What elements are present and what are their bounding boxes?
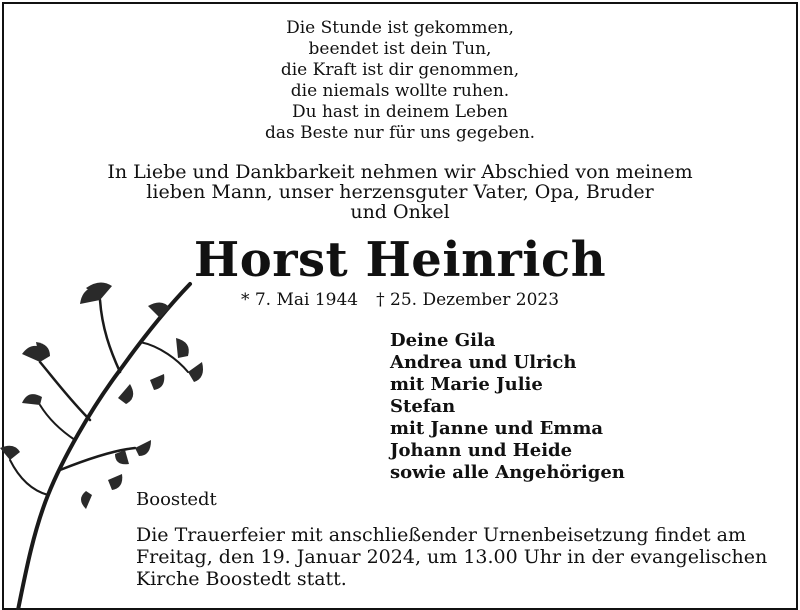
family-member: mit Janne und Emma — [390, 418, 604, 439]
notice-line: Die Trauerfeier mit anschließender Urnenbeisetzung findet am — [136, 524, 746, 546]
poem-line: Die Stunde ist gekommen, — [286, 18, 514, 38]
poem-line: die niemals wollte ruhen. — [290, 81, 510, 101]
funeral-notice — [136, 524, 767, 590]
poem-line: Du hast in deinem Leben — [292, 102, 508, 122]
deceased-name: Horst Heinrich — [193, 232, 607, 288]
notice-line: Kirche Boostedt statt. — [136, 568, 347, 590]
family-member: Johann und Heide — [390, 440, 573, 461]
intro-line: lieben Mann, unser herzensguter Vater, Opa, Bruder — [146, 181, 654, 203]
intro-line: und Onkel — [350, 201, 450, 223]
poem — [0, 18, 800, 144]
intro-text — [0, 162, 800, 222]
family-member: Stefan — [390, 396, 456, 417]
notice-line: Freitag, den 19. Januar 2024, um 13.00 Uhr in der evangelischen — [136, 546, 768, 568]
family-list — [390, 330, 625, 484]
place-name: Boostedt — [136, 489, 217, 510]
ginkgo-branch-icon — [0, 280, 210, 610]
birth-date: * 7. Mai 1944 — [240, 290, 359, 310]
poem-line: beendet ist dein Tun, — [308, 39, 492, 59]
intro-line: In Liebe und Dankbarkeit nehmen wir Abschied von meinem — [107, 161, 693, 183]
family-member: Andrea und Ulrich — [390, 352, 577, 373]
death-date: † 25. Dezember 2023 — [376, 290, 560, 310]
poem-line: die Kraft ist dir genommen, — [280, 60, 520, 80]
family-member: mit Marie Julie — [390, 374, 543, 395]
poem-line: das Beste nur für uns gegeben. — [264, 123, 536, 143]
family-member: sowie alle Angehörigen — [390, 462, 625, 483]
family-member: Deine Gila — [390, 330, 496, 351]
